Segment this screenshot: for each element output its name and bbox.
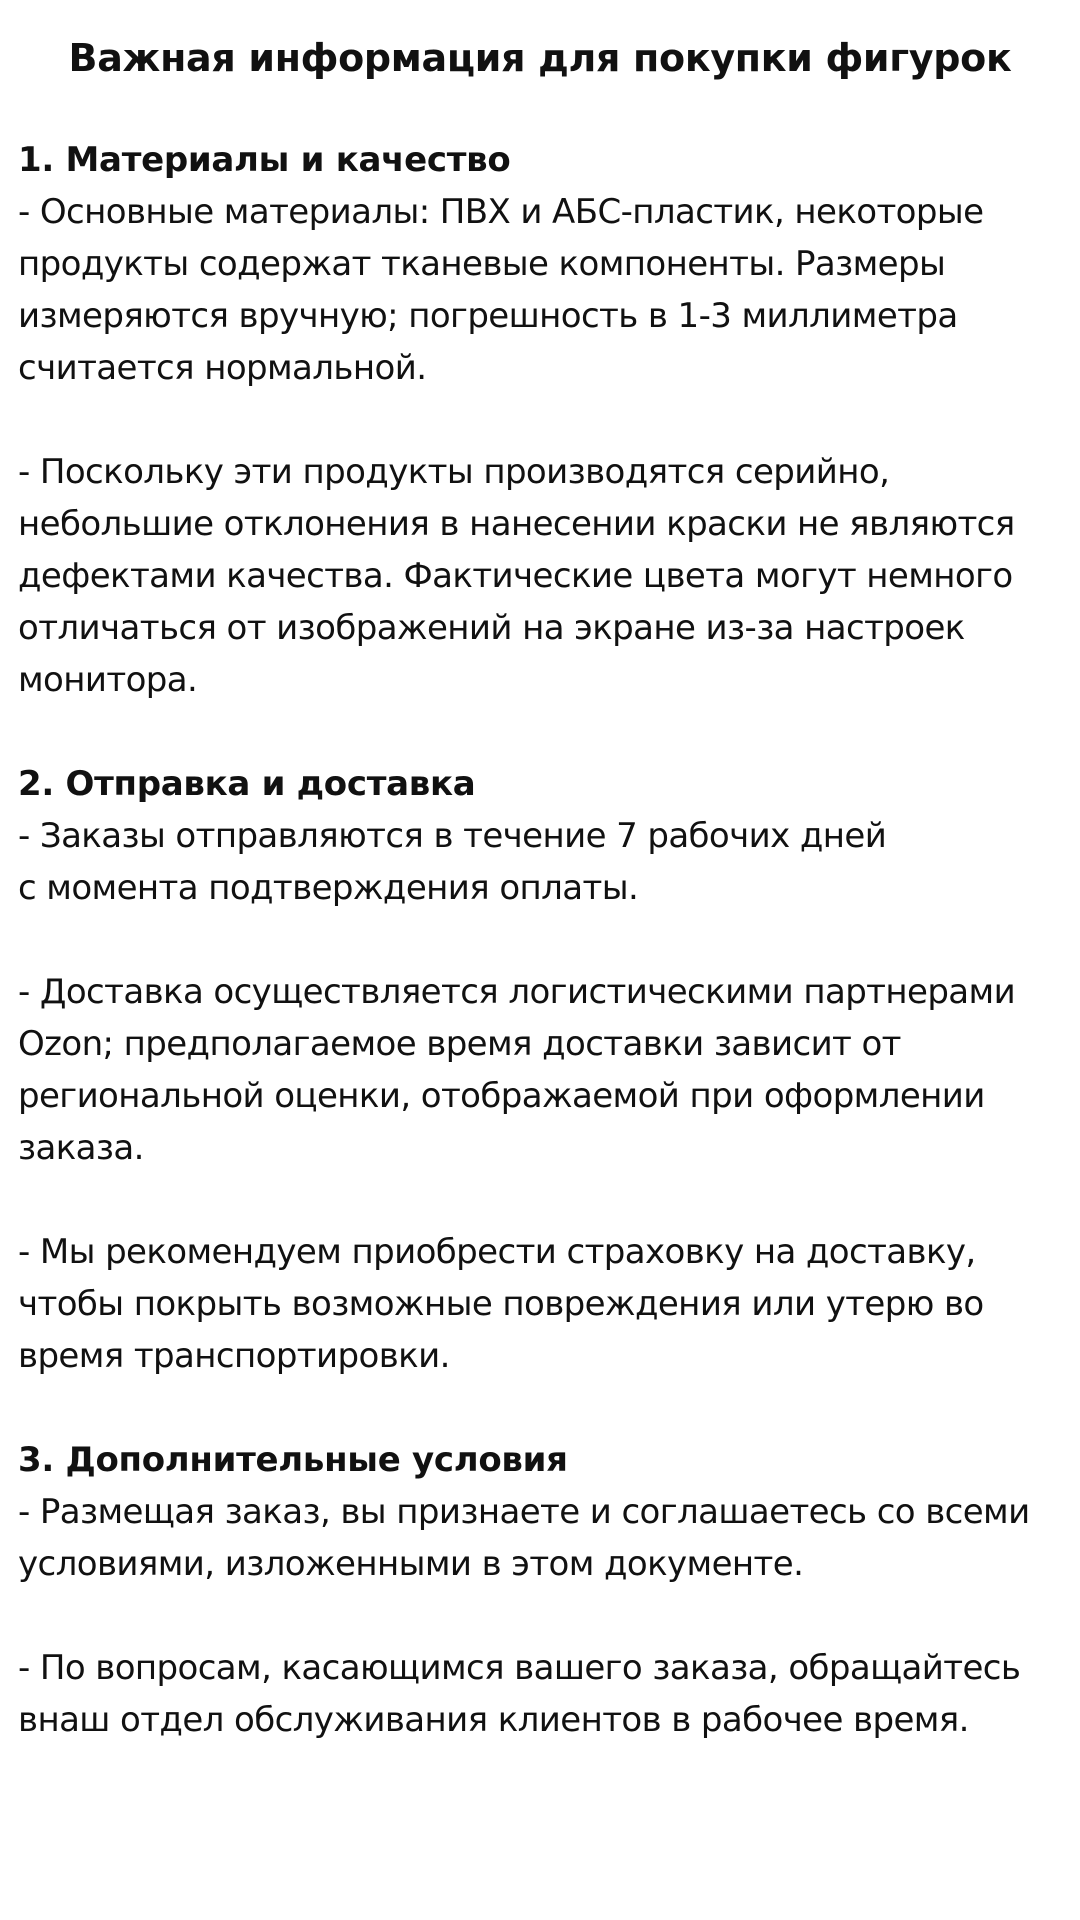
paragraph xyxy=(18,966,1062,1174)
paragraph xyxy=(18,446,1062,706)
text-line: - Основные материалы: ПВХ и АБС-пластик, некоторые xyxy=(18,192,984,232)
spacer xyxy=(18,706,1062,758)
text-line: монитора. xyxy=(18,660,198,700)
text-line: - Заказы отправляются в течение 7 рабочих дней xyxy=(18,816,887,856)
text-line: - Размещая заказ, вы признаете и соглашаетесь со всеми xyxy=(18,1492,1030,1532)
text-line: заказа. xyxy=(18,1128,144,1168)
text-line: отличаться от изображений на экране из-за настроек xyxy=(18,608,965,648)
text-line: чтобы покрыть возможные повреждения или утерю во xyxy=(18,1284,984,1324)
text-line: - Мы рекомендуем приобрести страховку на доставку, xyxy=(18,1232,976,1272)
text-line: - Поскольку эти продукты производятся серийно, xyxy=(18,452,890,492)
text-line: с момента подтверждения оплаты. xyxy=(18,868,639,908)
text-line: Ozon; предполагаемое время доставки зависит от xyxy=(18,1024,901,1064)
section-terms xyxy=(18,1434,1062,1746)
text-line: время транспортировки. xyxy=(18,1336,450,1376)
text-line: считается нормальной. xyxy=(18,348,427,388)
paragraph xyxy=(18,810,1062,914)
text-line: продукты содержат тканевые компоненты. Размеры xyxy=(18,244,946,284)
section-shipping xyxy=(18,758,1062,1382)
section-materials xyxy=(18,134,1062,706)
text-line: небольшие отклонения в нанесении краски не являются xyxy=(18,504,1015,544)
text-line: - Доставка осуществляется логистическими партнерами xyxy=(18,972,1016,1012)
spacer xyxy=(18,1174,1062,1226)
section-heading: 3. Дополнительные условия xyxy=(18,1440,568,1480)
text-line: измеряются вручную; погрешность в 1-3 миллиметра xyxy=(18,296,958,336)
text-line: дефектами качества. Фактические цвета могут немного xyxy=(18,556,1013,596)
section-heading: 1. Материалы и качество xyxy=(18,140,511,180)
text-line: - По вопросам, касающимся вашего заказа, обращайтесь xyxy=(18,1648,1021,1688)
paragraph xyxy=(18,1226,1062,1382)
spacer xyxy=(18,1382,1062,1434)
text-line: региональной оценки, отображаемой при оформлении xyxy=(18,1076,985,1116)
paragraph xyxy=(18,186,1062,394)
spacer xyxy=(18,914,1062,966)
spacer xyxy=(18,394,1062,446)
paragraph xyxy=(18,1486,1062,1590)
text-line: внаш отдел обслуживания клиентов в рабочее время. xyxy=(18,1700,969,1740)
text-line: условиями, изложенными в этом документе. xyxy=(18,1544,804,1584)
paragraph xyxy=(18,1642,1062,1746)
document-title: Важная информация для покупки фигурок xyxy=(68,36,1012,80)
spacer xyxy=(18,1590,1062,1642)
section-heading: 2. Отправка и доставка xyxy=(18,764,476,804)
spacer xyxy=(18,88,1062,134)
